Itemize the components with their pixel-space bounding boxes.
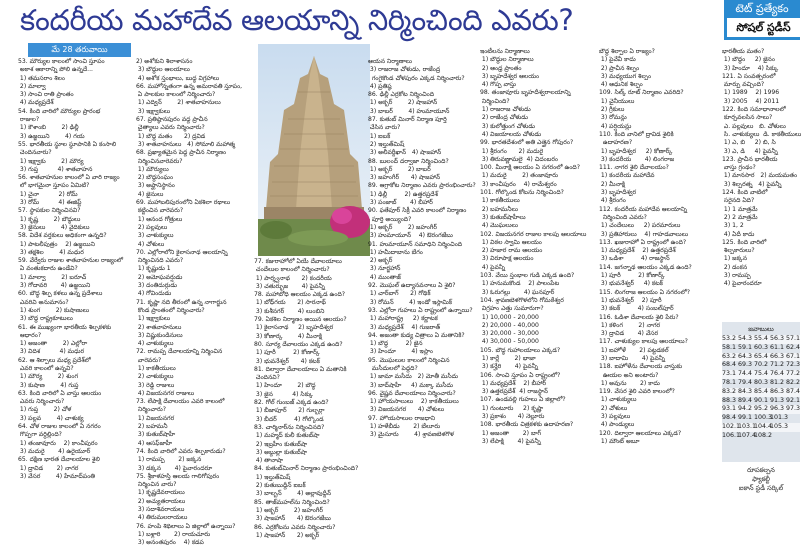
- temple-photo: [258, 44, 370, 256]
- answer-row: [722, 353, 800, 362]
- answer-cell: 59.1: [738, 343, 753, 351]
- answer-cell: 73.1: [722, 370, 737, 378]
- answer-cell: 57.1: [786, 335, 801, 342]
- answer-row: [722, 370, 800, 379]
- answer-cell: 91.3: [770, 396, 785, 404]
- answer-cell: 92.1: [786, 396, 801, 404]
- page-title: కందరీయ మహాదేవ ఆలయాన్ని నిర్మించింది ఎవరు?: [20, 3, 574, 37]
- page-header: [0, 0, 722, 40]
- answer-row: [722, 423, 800, 432]
- answer-cell: 95.2: [754, 405, 769, 413]
- answer-cell: 53.2: [722, 335, 737, 342]
- answer-row: [722, 379, 800, 388]
- answer-row: [722, 388, 800, 397]
- question-column-6: బౌద్ధ శిల్పాల ఏ రాజ్యం? 1) పైవేవీ కాదు 2) ప్రాచీన శిల్పం 3) మధ్యయుగ శిల్పం 4) ఆధునిక శిల్పం 109. సిల్క్ రూట్ నిర్మాణం ఎవరిది? 1) చైనీయులు 2) గ్రీకులు 3) రోమన్లు 4) పర్షియన్లు 110. కింది వానిలో ద్రావిడ శైలికి ఉదాహరణ? 1) బృహదీశ్వర 2) కోణార్క్ 3) కందరీయ 4) లింగరాజ 111. నాగర శైలి దేవాలయం? 1) కందరీయ మహాదేవ 2) మీనాక్షి 3) బృహదీశ్వర 4) శ్రీరంగం 112. కందరీయ మహాదేవ ఆలయాన్ని నిర్మించింది ఎవరు? 1) చందేలులు 2) పరమారులు 3) ప్రతిహారులు 4) గాహడవాలులు 113. ఖజురాహో ఏ రాష్ట్రంలో ఉంది? 1) మధ్యప్రదేశ్ 2) ఉత్తరప్రదేశ్ 3) ఒడిశా 4) రాజస్థాన్ 114. జగన్నాథ ఆలయం ఎక్కడ ఉంది? 1) పూరీ 2) కోణార్క్ 3) భువనేశ్వర్ 4) కటక్ 115. లింగరాజ ఆలయం ఏ నగరంలో? 1) భువనేశ్వర్ 2) పూరీ 3) కటక్ 4) సంబల్‌పూర్ 116. ఓడిశా దేవాలయ శైలి పేరు? 1) కళింగ 2) నాగర 3) ద్రావిడ 4) వేసర 117. చాళుక్యుల కాలపు ఆలయాలు? 1) ఐహోళే 2) పట్టడకల్ 3) బాదామి 4) పైవన్నీ 118. ఐహోళేను దేవాలయ వాస్తుకు ఊయల అని అంటారు? 1) అవును 2) కాదు 119. వేసర శైలి ఎవరి కాలంలో? 1) చాళుక్యులు 2) చోళులు 3) పల్లవులు 4) పాండ్యులు 120. దిల్వారా ఆలయాలు ఎక్కడ? 1) మౌంట్ అబూ: [599, 48, 692, 445]
- answer-cell: 70.2: [754, 361, 769, 369]
- answer-cell: 86.3: [770, 387, 785, 395]
- question-column-3: 77. కజురాహోలో ఏయే దేవాలయాలు చందేలుల కాలంలో నిర్మించారు? 1) పార్శ్వనాథ 2) కందరీయ 3) చతుర్భుజ 4) పైవన్నీ 78. మహాబోధి ఆలయం ఎక్కడ ఉంది? 1) బోధ్‌గయ 2) సారనాథ్ 3) కుశీనగర్ 4) లుంబిని 79. ఏకశిల నిర్మాణం అయిన ఆలయం? 1) కైలాసనాథ 2) బృహదీశ్వర 3) కోణార్క 4) మీనాక్షి 80. సూర్య దేవాలయం ఎక్కడ ఉంది? 1) పూరీ 2) కోణార్క్ 3) భువనేశ్వర్ 4) కటక్ 81. దిల్వారా దేవాలయాలు ఏ మతానికి చెందినవి? 1) హిందూ 2) బౌద్ధ 3) జైన 4) సిక్కు 82. గోల్ గుంబజ్ ఎక్కడ ఉంది? 1) బీజాపూర్ 2) గుల్బర్గా 3) బీదర్ 4) గోల్కొండ 83. చార్మినార్‌ను నిర్మించినది? 1) మహ్మద్ కులీ కుతుబ్‌షా 2) ఇబ్రహీం కుతుబ్‌షా 3) అబ్దుల్లా కుతుబ్‌షా 4) తానాషా 84. కుతుబ్‌మినార్ నిర్మాణం ప్రారంభించింది? 1) ఇల్తుత్‌మిష్ 2) కుతుబుద్దీన్ ఐబక్ 3) బాల్బన్ 4) అల్లావుద్దీన్ 85. తాజ్‌మహల్‌ను నిర్మించింది? 1) అక్బర్ 2) జహంగీర్ 3) షాజహాన్ 4) ఔరంగజేబు 86. ఎర్రకోటను ఎవరు నిర్మించారు? 1) షాజహాన్ 2) అక్బర్: [254, 258, 359, 539]
- answer-key-rows: [722, 335, 800, 441]
- answer-cell: 89.4: [738, 396, 753, 404]
- answer-cell: 71.2: [770, 361, 785, 369]
- answer-cell: 106.1: [722, 431, 741, 439]
- answer-cell: 68.4: [722, 361, 737, 369]
- answer-cell: 58.1: [722, 343, 737, 351]
- answer-cell: 97.3: [786, 405, 801, 413]
- answer-cell: 81.2: [770, 378, 785, 386]
- answer-cell: 67.1: [786, 352, 801, 360]
- answer-cell: 85.4: [754, 387, 769, 395]
- answer-cell: 72.3: [786, 361, 801, 369]
- answer-cell: 90.1: [754, 396, 769, 404]
- answer-cell: 105.3: [770, 422, 789, 430]
- author-line-3: ఐకాన్ స్టడీ సర్కిల్: [738, 484, 784, 492]
- author-line-1: రూపకల్పన: [747, 466, 775, 474]
- answer-cell: 60.3: [754, 343, 769, 351]
- answer-row: [722, 432, 800, 441]
- question-column-7: భారతీయ మతం? 1) బౌద్ధం 2) జైనం 3) హిందూ 4) సిక్కు 121. ఏ సంవత్సరంలో మార్పు వచ్చింది? 1) 1989 2) 1996 3) 2005 4) 2011 122. కింది సమాధానాలలో కూర్చవలసిన సాలు? ఎ. పల్లవులు బి. చోళులు సి. చాళుక్యులు డి. కాకతీయులు 1) ఎ, బి 2) బి, సి 3) ఎ, డి 4) పైవన్నీ 123. ప్రాచీన భారతీయ వాస్తు గ్రంథం? 1) మానసార 2) మయమతం 3) శిల్పరత్న 4) పైవన్నీ 124. కింది వాటిలో సరైనది ఏది? 1) 1 మాత్రమే 2) 2 మాత్రమే 3) 1, 2 4) ఏదీ కాదు 125. కింది వారిలో శిల్పకారులు? 1) జక్కన 2) డంకన 3) రామప్ప 4) పైవారందరూ: [722, 48, 802, 288]
- question-column-2: 2) అశోకుని శిలాశాసనం 3) బౌద్ధుల ఆలయాలు 4) అశోక స్తంభాలు, బుద్ధ విగ్రహాలు 66. మహోన్నతంగా ఉన్న అమరావతి స్తూపం, ఏ పాలకుల కాలంలో నిర్మించారు? 1) ఎద్విన్ 2) శాతవాహనులు 3) ఇక్ష్వాకులు 67. ప్రతిష్ఠానపురం వద్ద ప్రాచీన చైత్యాలు ఎవరు నిర్మించారు? 1) బౌద్ధ మతం 2) ద్రవిడ 3) శాతవాహనులు 4) సోమాలి మహాత్మ 68. ప్రఖ్యాతమైన పెద్ద ప్రాచీన నిర్మాణం నిర్మించినవారెవరు? 1) మౌర్యులు 2) బౌద్ధసంఘం 3) అఫ్ఘానిస్థానం 4) జైనులు 69. మహాబలిపురంలోని ఏకశిలా రథాలు కట్టించిన వారెవరు? 1) ఆనంద గోత్రులు 2) పల్లవులు 3) చాళుక్యులు 4) చోళులు 70. ఎల్లోరాలోని కైలాసనాథ ఆలయాన్ని నిర్మించినది ఎవరు? 1) కృష్ణుడు 1 2) అమోఘవర్షుడు 3) దంతిదుర్గుడు 4) గోవిందుడు 71. కృష్ణా నది తీరంలో ఉన్న నాగార్జున కొండ ప్రాంతంలో నిర్మించారు? 1) ఇక్ష్వాకులు 2) శాతవాహనులు 3) విష్ణుకుండినులు 4) చాళుక్యులు 72. రామప్ప దేవాలయాన్ని నిర్మించిన వారెవరు? 1) కాకతీయులు 2) చాళుక్యులు 3) రెడ్డి రాజులు 4) విజయనగర రాజులు 73. లేపాక్షి దేవాలయం ఎవరి కాలంలో నిర్మించారు? 1) విజయనగర 2) బహమనీ 3) కుతుబ్‌షాహీ 4) ఆసఫ్‌జాహీ 74. కింది వారిలో ఎవరు శిల్పకారుడు? 1) రామప్ప 2) జక్కన 3) డక్కన 4) పైవారందరూ 75. శ్రీకాళహస్తి ఆలయ గాలిగోపురం నిర్మించిన వారు? 1) కృష్ణదేవరాయలు 2) అచ్యుతరాయలు 3) సదాశివరాయలు 4) తిరుమలరాయలు 76. హంపి శిథిలాలు ఏ జిల్లాలో ఉన్నాయి? 1) బళ్లారి 2) రాయచూరు 3) అనంతపురం 4) కడప: [136, 58, 243, 547]
- answer-cell: 65.4: [754, 352, 769, 360]
- answer-cell: 55.4: [754, 335, 769, 342]
- question-column-4: ఆయన నిర్మాణాలు 3) రాజరాజ చోళుడు, రాజేంద్ర గంగైకొండ చోళపురం ఎక్కడ నిర్మించారు? 4) ప్రతిష్ఠ 86. ఢిల్లీ ఎర్రకోట నిర్మించింది 1) అక్బర్ 2) షాజహాన్ 3) బాబర్ 4) హుమాయూన్ 87. కుతుబ్ మినార్ నిర్మాణ పూర్తి చేసిన వారు? 1) ఐబక్ 2) ఇల్తుత్‌మిష్ 3) అలీవర్దీఖాన్ 4) షాజహాన్ 88. బులంద్ దర్వాజా నిర్మించింది? 1) అక్బర్ 2) బాబర్ 3) జహంగీర్ 4) షాజహాన్ 89. ఆగ్రాకోట నిర్మాణం ఎవరు ప్రారంభించారు? 1) ఢిల్లీ 2) ఉత్తరప్రదేశ్ 3) పంజాబ్ 4) బీహార్ 90. ఫతేపూర్ సిక్రీ ఎవరి కాలంలో నిర్మాణం పూర్తి అయ్యింది? 1) అక్బర్ 2) జహంగీర్ 3) హుమాయూన్ 4) ఔరంగజేబు 91. హుమాయూన్ సమాధిని నిర్మించింది 1) హమీదాబాను బేగం 2) అక్బర్ 3) నూర్జహాన్ 4) ముంతాజ్ 92. మొఘల్ ఉద్యానవనాలు ఏ శైలి? 1) చార్‌బాగ్ 2) గోథిక్ 3) రోమన్ 4) ఇండో ఇస్లామిక్ 93. ఎల్లోరా గుహలు ఏ రాష్ట్రంలో ఉన్నాయి? 1) మహారాష్ట్ర 2) కర్ణాటక 3) మధ్యప్రదేశ్ 4) గుజరాత్ 94. అజంతా కుడ్య చిత్రాలు ఏ మతానికి? 1) బౌద్ధ 2) జైన 3) హిందూ 4) ఇస్లాం 95. మొఘలుల కాలంలో నిర్మించిన మసీదులలో పెద్దది? 1) జామా మసీదు 2) మోతీ మసీదు 3) బాద్‌షాహీ 4) మక్కా మసీదు 96. వైష్ణవ దేవాలయాలు నిర్మించారు? 1) హొయసాలులు 2) కాకతీయులు 3) విజయనగర 4) చోళులు 97. హొయసాలుల రాజధాని 1) హళేబీడు 2) బేలూరు 3) మైసూరు 4) శ్రావణబెళగొళ: [368, 58, 476, 439]
- answer-cell: 99.1: [738, 414, 753, 422]
- question-column-5: ఇంటీలను నిర్మాణాలు 1) బౌద్ధుల నిర్మాణాలు 2) ఆంధ్ర ప్రాంతం 3) బృహదేశ్వర ఆలయం 4) గొప్ప వాస్తు 98. తంజావూరు బృహదీశ్వరాలయాన్ని నిర్మించింది? 1) రాజరాజ చోళుడు 2) రాజేంద్ర చోళుడు 3) కులోత్తుంగ చోళుడు 4) విజయాలయ చోళుడు 99. భారతదేశంలో అతి ఎత్తైన గోపురం? 1) శ్రీరంగం 2) మదురై 3) తిరువణ్ణామలై 4) చిదంబరం 100. మీనాక్షి ఆలయం ఏ నగరంలో ఉంది? 1) మదురై 2) తంజావూరు 3) కాంచీపురం 4) రామేశ్వరం 101. గోల్కొండ కోటను నిర్మించింది? 1) కాకతీయులు 2) బహమనీలు 3) కుతుబ్‌షాహీలు 4) మొఘలులు 102. విజయనగర రాజుల కాలపు ఆలయాలు 1) విఠల స్వామి ఆలయం 2) హజార రామ ఆలయం 3) విరూపాక్ష ఆలయం 4) పైవన్నీ 103. వేయి స్తంభాల గుడి ఎక్కడ ఉంది? 1) హనుమకొండ 2) పాలంపేట 3) ఓరుగల్లు 4) ఘనపూర్ 104. శ్రావణబెళగొళలోని గోమఠేశ్వర విగ్రహం ఎత్తు సుమారుగా? 1) 10,000 - 20,000 2) 20,000 - 40,000 3) 20,000 - 30,000 4) 30,000 - 50,000 105. బౌద్ధ గుహాలయాలు ఎక్కడ? 1) కార్లే 2) భాజా 3) కన్హేరి 4) పైవన్నీ 106. సాంచి స్తూపం ఏ రాష్ట్రంలో? 1) మధ్యప్రదేశ్ 2) బీహార్ 3) ఉత్తరప్రదేశ్ 4) రాజస్థాన్ 107. ఉండవల్లి గుహలు ఏ జిల్లాలో? 1) గుంటూరు 2) కృష్ణా 3) ప్రకాశం 4) నెల్లూరు 108. భారతీయ చిత్రకళకు ఉదాహరణ? 1) అజంతా 2) బాగ్ 3) లేపాక్షి 4) పైవన్నీ: [480, 48, 587, 445]
- answer-cell: 61.1: [770, 343, 785, 351]
- answer-cell: 102.1: [722, 422, 741, 430]
- answer-cell: 77.2: [786, 370, 801, 378]
- badge-subject-label: సోషల్ స్టడీస్: [727, 18, 800, 37]
- answer-cell: 76.4: [770, 370, 785, 378]
- answer-cell: 103.1: [738, 422, 757, 430]
- answer-cell: 79.4: [738, 378, 753, 386]
- answer-row: [722, 361, 800, 370]
- answer-cell: 69.3: [738, 361, 753, 369]
- answer-cell: 63.2: [722, 352, 737, 360]
- continuation-date-tag: మే 28 తరువాయి: [28, 43, 131, 57]
- answer-cell: 98.4: [722, 414, 737, 422]
- answer-row: [722, 397, 800, 406]
- answer-cell: 100.3: [754, 414, 773, 422]
- answer-cell: 88.3: [722, 396, 737, 404]
- question-column-1: 53. మౌర్యుల కాలంలో సాంచి స్తూపం అకాశ ఆకారాన్ని పోలి ఉన్నదే... 1) తమసరాం శిలం 2) మాల్వా 3) సాంచి రాతి ప్రాంతం 4) మధ్యప్రదేశ్ 54. కింది వారిలో మౌర్యుల ప్రారంభ రాజుల? 1) కౌశాంబి 2) ఢిల్లీ 3) ఉజ్జయిని 4) గయ 55. భారతీయ స్థూల స్థూపానికి ఏ కంసాలి చెందినవారు? 1) ఇక్ష్వాకు 2) మౌర్య 3) గుప్త 4) శాతవాహన 56. శాతవాహనుల కాలంలో ఏ వారి రాజ్యం లో భాగమైనా స్తూపం ఏమిటి? 1) చైనా 2) రోమ్ 3) రోమ్ 4) ఈజిప్ట్ 57. స్థాపకుల నిర్మించినవి? 1) కృష్ణ 2) బౌద్ధులు 3) జైనులు 4) వైదికులు 58. విదేశ వర్తకులు అధికంగా ఉన్నది? 1) పాటలీపుత్రం 2) ఉజ్జయిని 3) తక్షశిల 4) మధుర 59. వేర్వేరు రాజుల శాతవాహనుల రాజ్యంలో ఏ వంతుకదారు ఉండేవి? 1) మాల్వా 2) బరూచ్ 3) గోదావరి 4) ఉజ్జయిని 60. బౌద్ధ శిల్ప కళలు ఉన్న ప్రదేశాలు ఎవరివి అనుమానం? 1) శుంగ 2) కుషాణులు 3) బౌద్ధ రాష్ట్రకూటులు 61. ఈ ముఖ్యంగా భారతీయ శిల్పకళకు ఆధారం? 1) అజంతా 2) ఎల్లోరా 3) విదిశ 4) మధుర 62. ఆ శిల్పాలు మధ్య ప్రదేశ్‌లో ఎవరి కాలంలో ఉన్నవి? 1) మౌర్య 2) శుంగ 3) కుషాణ 4) గుప్త 63. కింది వారిలో ఏ వాస్తు ఆలయం ఎవరు నిర్మించారు? 1) గుప్త 2) చోళ 3) పల్లవ 4) చాళుక్య 64. చోళ రాజుల కాలంలో ఏ నగరం గొప్పగా వర్ధిల్లింది? 1) తంజావూరు 2) కాంచీపురం 3) మదురై 4) ఉరైయూర్ 65. దక్షిణ భారత దేవాలయాల శైలి 1) ద్రావిడ 2) నాగర 3) వేసర 4) హేమాద్‌పంతి: [18, 58, 124, 480]
- answer-cell: 80.3: [754, 378, 769, 386]
- answer-cell: 108.2: [754, 431, 773, 439]
- answer-cell: 56.3: [770, 335, 785, 342]
- author-line-2: ఫ్యాకల్టీ: [752, 475, 770, 483]
- author-credit: [722, 466, 800, 493]
- answer-row: [722, 335, 800, 344]
- section-badge: [724, 0, 800, 40]
- answer-cell: 87.4: [786, 387, 801, 395]
- answer-cell: 66.3: [770, 352, 785, 360]
- badge-top-label: టెట్ ప్రత్యేకం: [735, 2, 789, 15]
- answer-row: [722, 414, 800, 423]
- temple-illustration: [258, 44, 370, 256]
- answer-cell: 107.4: [738, 431, 757, 439]
- answer-cell: 54.3: [738, 335, 753, 342]
- answer-cell: 78.1: [722, 378, 737, 386]
- answer-cell: 93.1: [722, 405, 737, 413]
- answer-cell: 84.3: [738, 387, 753, 395]
- answer-cell: 62.4: [786, 343, 801, 351]
- answer-key-heading: జవాబులు: [748, 325, 774, 333]
- answer-cell: 96.3: [770, 405, 785, 413]
- answer-cell: 74.4: [738, 370, 753, 378]
- answer-key-table: [722, 322, 800, 462]
- answer-cell: 104.4: [754, 422, 773, 430]
- answer-cell: 82.2: [786, 378, 801, 386]
- answer-cell: 75.4: [754, 370, 769, 378]
- answer-row: [722, 344, 800, 353]
- answer-cell: 101.3: [770, 414, 789, 422]
- answer-cell: 83.2: [722, 387, 737, 395]
- answer-row: [722, 405, 800, 414]
- answer-cell: 94.2: [738, 405, 753, 413]
- answer-cell: 64.3: [738, 352, 753, 360]
